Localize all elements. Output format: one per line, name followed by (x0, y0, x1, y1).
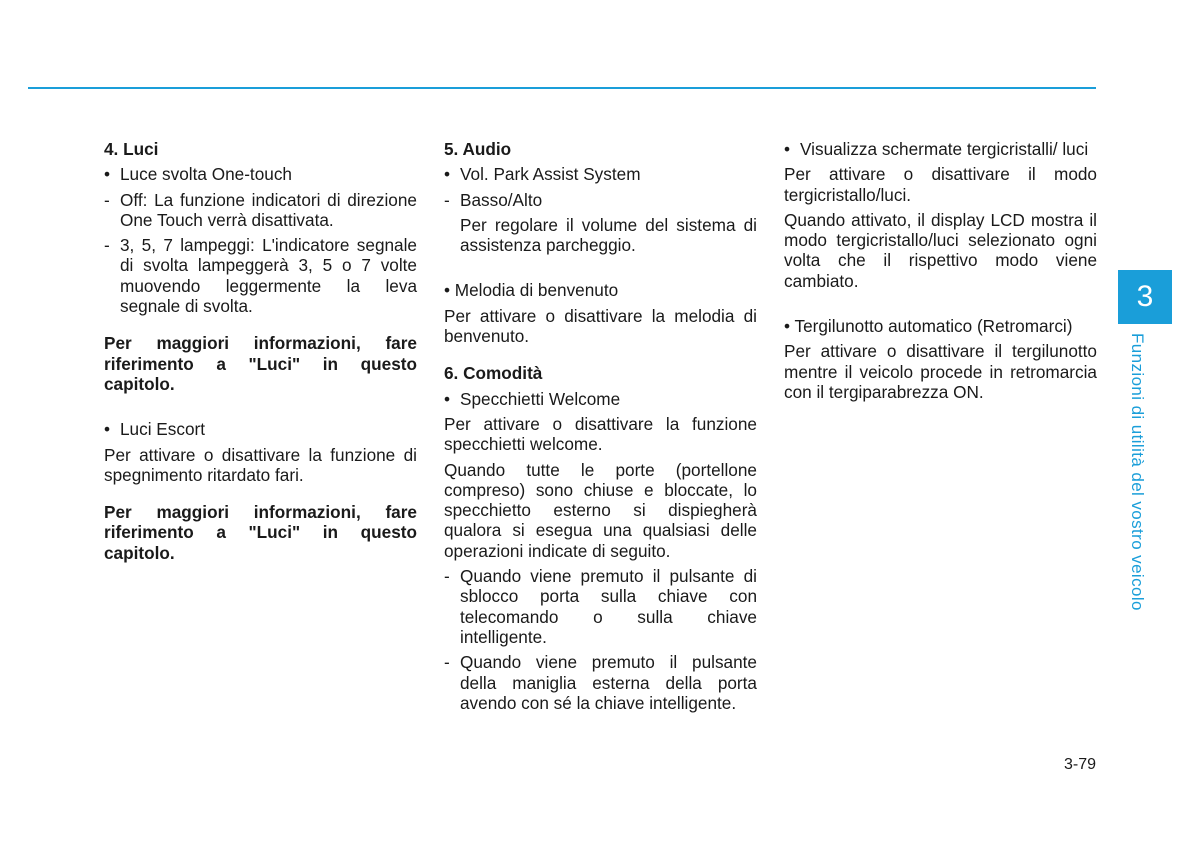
column-right (784, 139, 1097, 407)
list-item-text: Visualizza schermate tergicristalli/ luci (800, 139, 1089, 159)
chapter-tab: 3 (1118, 270, 1172, 324)
dash-marker: - (444, 652, 450, 673)
paragraph: Per attivare o disattivare il tergilunotto mentre il veicolo procede in retromarcia con il tergiparabrezza ON. (784, 341, 1097, 402)
column-left (104, 139, 417, 568)
list-item-text: Quando viene premuto il pulsante della maniglia esterna della porta avendo con sé la chiave intelligente. (460, 652, 757, 713)
list-item-text: Off: La funzione indicatori di direzione One Touch verrà disattivata. (120, 189, 417, 230)
paragraph: Per attivare o disattivare il modo tergicristallo/luci. (784, 164, 1097, 205)
reference-note: Per maggiori informazioni, fare riferimento a "Luci" in questo capitolo. (104, 333, 417, 394)
dash-marker: - (444, 566, 450, 587)
list-item-text: Luci Escort (120, 419, 206, 440)
dash-marker: - (104, 189, 110, 210)
reference-note: Per maggiori informazioni, fare riferimento a "Luci" in questo capitolo. (104, 502, 417, 563)
list-item (444, 190, 757, 210)
bullet-marker: • (784, 139, 791, 159)
page-number: 3-79 (1063, 756, 1096, 773)
dash-marker: - (104, 235, 110, 256)
list-item (104, 235, 417, 316)
bullet-marker: • (444, 164, 451, 185)
list-item: • Tergilunotto automatico (Retromarci) (784, 316, 1073, 337)
bullet-marker: • (104, 419, 111, 440)
list-item (444, 389, 757, 409)
list-item (444, 652, 757, 713)
paragraph: Per attivare o disattivare la funzione specchietti welcome. (444, 413, 757, 455)
list-item-text: Vol. Park Assist System (460, 164, 641, 185)
list-item-text: Luce svolta One-touch (120, 164, 292, 185)
dash-marker: - (444, 189, 450, 210)
list-item: • Melodia di benvenuto (444, 280, 619, 301)
chapter-side-title: Funzioni di utilità del vostro veicolo (1128, 333, 1147, 611)
list-item (444, 164, 757, 184)
section-heading-audio: 5. Audio (444, 139, 512, 159)
paragraph: Quando attivato, il display LCD mostra il modo tergicristallo/luci selezionato ogni volta che il rispettivo modo viene cambiato. (784, 209, 1097, 291)
list-item-text: 3, 5, 7 lampeggi: L'indicatore segnale di svolta lampeggerà 3, 5 o 7 volte muovendo leggermente la leva segnale di svolta. (120, 235, 417, 317)
bullet-marker: • (104, 164, 111, 185)
paragraph: Per attivare o disattivare la funzione di spegnimento ritardato fari. (104, 444, 417, 485)
paragraph: Per regolare il volume del sistema di assistenza parcheggio. (460, 214, 757, 256)
list-item (104, 190, 417, 231)
list-item (104, 164, 417, 184)
list-item-text: Basso/Alto (460, 189, 543, 210)
list-item (104, 419, 417, 439)
top-rule (28, 87, 1096, 89)
section-heading-luci: 4. Luci (104, 139, 159, 159)
column-middle (444, 139, 757, 718)
list-item (784, 139, 1097, 159)
paragraph: Quando tutte le porte (portellone compreso) sono chiuse e bloccate, lo specchietto esterno si dispiegherà qualora si esegua una qualsiasi delle operazioni indicate di seguito. (444, 459, 757, 561)
list-item-text: Quando viene premuto il pulsante di sblocco porta sulla chiave con telecomando o sulla chiave intelligente. (460, 566, 757, 647)
bullet-marker: • (444, 388, 451, 409)
paragraph: Per attivare o disattivare la melodia di benvenuto. (444, 305, 757, 347)
list-item (444, 566, 757, 647)
section-heading-comodita: 6. Comodità (444, 363, 543, 384)
list-item-text: Specchietti Welcome (460, 388, 621, 409)
